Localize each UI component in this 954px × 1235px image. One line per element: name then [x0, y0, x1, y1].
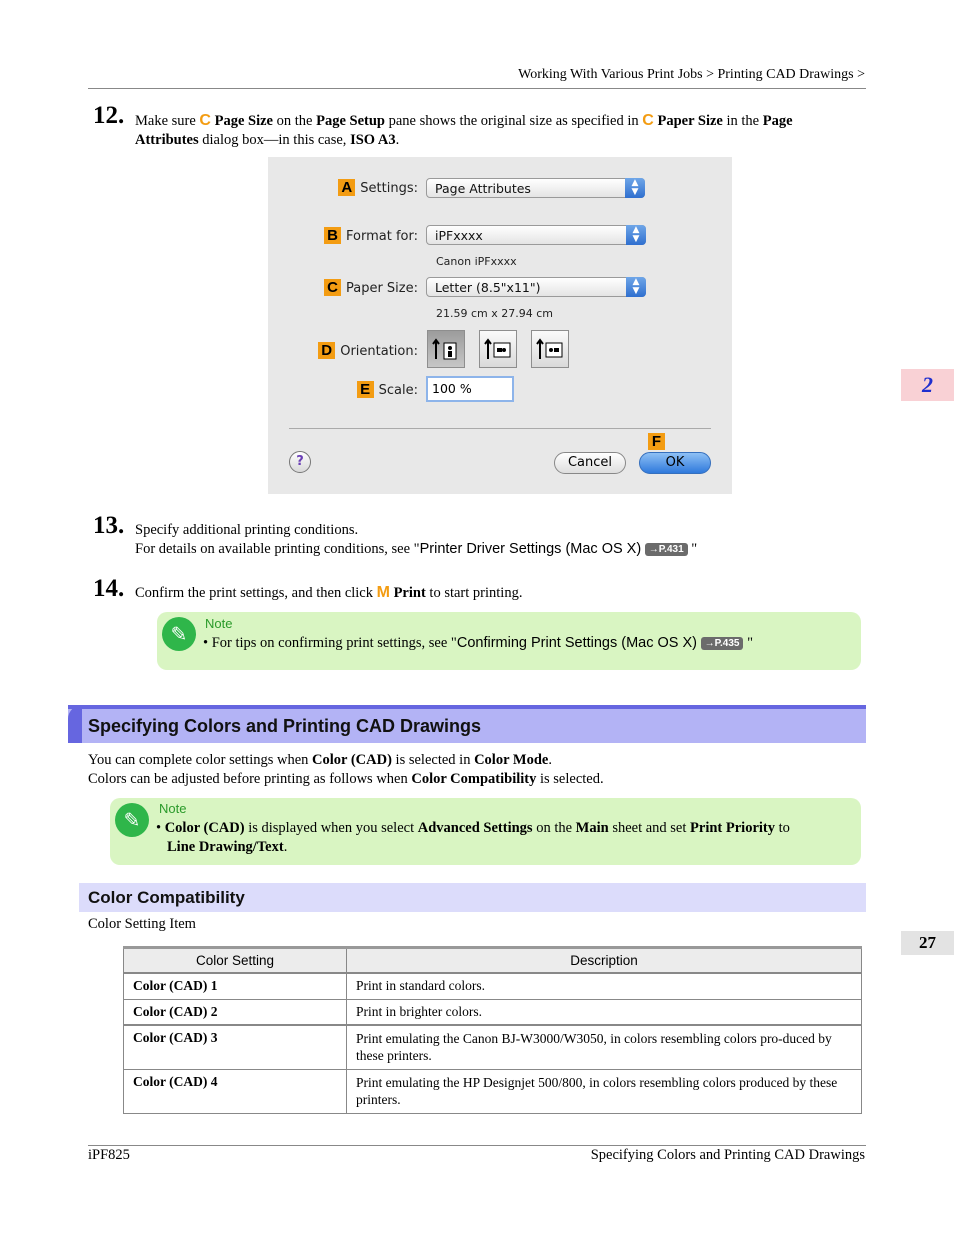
header-rule: [88, 88, 866, 89]
table-row: [124, 1069, 862, 1113]
callout-c-label: C: [199, 112, 211, 129]
note-pencil-icon: ✎: [162, 617, 196, 651]
format-for-label: B Format for:: [308, 227, 418, 244]
step-13-text: Specify additional printing conditions. For details on available printing conditions, see "Printer Driver Settings (Mac OS X) →P.431 ": [135, 522, 698, 557]
step-14-number: 14.: [93, 575, 125, 602]
footer-rule: [88, 1145, 866, 1146]
table-cell-description: Print in standard colors.: [347, 973, 862, 999]
section-header: [68, 705, 866, 743]
table-row: [124, 973, 862, 999]
note-pencil-icon: ✎: [115, 803, 149, 837]
step-13-number: 13.: [93, 512, 125, 539]
popup-arrows-icon: ▲ ▼: [625, 178, 645, 198]
paper-size-subtext: 21.59 cm x 27.94 cm: [436, 307, 554, 320]
note-text: • Color (CAD) is displayed when you select Advanced Settings on the Main sheet and set Print Priority to Line Drawing/Text.: [156, 820, 790, 855]
table-caption: Color Setting Item: [88, 916, 196, 932]
format-for-popup[interactable]: iPFxxxx ▲ ▼: [426, 225, 646, 245]
settings-popup[interactable]: Page Attributes ▲ ▼: [426, 178, 645, 198]
chapter-tab[interactable]: 2: [901, 369, 954, 401]
note-title: Note: [159, 801, 187, 816]
table-cell-setting: Color (CAD) 1: [124, 973, 347, 999]
step-12-number: 12.: [93, 102, 125, 129]
page-ref-badge[interactable]: →P.435: [701, 637, 744, 650]
scale-input[interactable]: 100 %: [426, 376, 514, 402]
popup-arrows-icon: ▲ ▼: [626, 225, 646, 245]
table-header-row: [124, 948, 862, 974]
landscape-reverse-icon: [532, 331, 568, 367]
landscape-icon: [480, 331, 516, 367]
popup-arrows-icon: ▲ ▼: [626, 277, 646, 297]
note-box: [157, 612, 861, 670]
breadcrumb: Working With Various Print Jobs > Printing CAD Drawings >: [518, 67, 865, 82]
footer-section-title: Specifying Colors and Printing CAD Drawings: [590, 1147, 865, 1163]
link-printer-driver-settings[interactable]: Printer Driver Settings (Mac OS X): [419, 541, 642, 557]
subsection-title: Color Compatibility: [88, 888, 245, 907]
help-icon[interactable]: ?: [289, 451, 311, 473]
page-ref-badge[interactable]: →P.431: [645, 543, 688, 556]
orientation-landscape-reverse-button[interactable]: [531, 330, 569, 368]
table-cell-setting: Color (CAD) 4: [124, 1069, 347, 1113]
note-box: [110, 798, 861, 865]
ok-callout-label: F: [648, 433, 670, 451]
format-for-subtext: Canon iPFxxxx: [436, 255, 517, 268]
step-12-text: Make sure C Page Size on the Page Setup pane shows the original size as specified in C Paper Size in the Page Attributes dialog box—in this case, ISO A3.: [135, 112, 793, 148]
orientation-landscape-button[interactable]: [479, 330, 517, 368]
note-text: • For tips on confirming print settings, see "Confirming Print Settings (Mac OS X) →P.435 ": [203, 635, 754, 651]
color-setting-table: [123, 946, 862, 1114]
callout-m-label: M: [376, 584, 390, 601]
orientation-portrait-button[interactable]: [427, 330, 465, 368]
table-cell-description: Print in brighter colors.: [347, 999, 862, 1025]
paper-size-label: C Paper Size:: [308, 279, 418, 296]
link-confirming-print-settings[interactable]: Confirming Print Settings (Mac OS X): [456, 635, 697, 651]
table-row: [124, 999, 862, 1025]
section-intro: You can complete color settings when Color (CAD) is selected in Color Mode. Colors can be adjusted before printing as follows when Color Compatibility is selected.: [88, 752, 604, 787]
table-header-description: Description: [347, 948, 862, 974]
table-row: [124, 1025, 862, 1069]
table-cell-description: Print emulating the HP Designjet 500/800, in colors resembling colors produced by these printers.: [347, 1069, 862, 1113]
page-setup-dialog: [268, 157, 732, 494]
paper-size-popup[interactable]: Letter (8.5"x11") ▲ ▼: [426, 277, 646, 297]
step-14-text: Confirm the print settings, and then click M Print to start printing.: [135, 584, 523, 601]
table-cell-setting: Color (CAD) 2: [124, 999, 347, 1025]
settings-label: A Settings:: [328, 179, 418, 196]
ok-button[interactable]: OK: [639, 452, 711, 474]
orientation-label: D Orientation:: [298, 342, 418, 359]
table-cell-setting: Color (CAD) 3: [124, 1025, 347, 1069]
section-title: Specifying Colors and Printing CAD Drawings: [88, 716, 482, 736]
scale-label: E Scale:: [328, 381, 418, 398]
table-cell-description: Print emulating the Canon BJ-W3000/W3050, in colors resembling colors pro-duced by these printers.: [347, 1025, 862, 1069]
page-number: 27: [901, 931, 954, 955]
subsection-header: [79, 883, 866, 912]
footer-model: iPF825: [88, 1147, 130, 1163]
portrait-icon: [428, 331, 464, 367]
table-header-color-setting: Color Setting: [124, 948, 347, 974]
callout-c-label: C: [642, 112, 654, 129]
cancel-button[interactable]: Cancel: [554, 452, 626, 474]
note-title: Note: [205, 616, 233, 631]
dialog-separator: [289, 428, 711, 429]
